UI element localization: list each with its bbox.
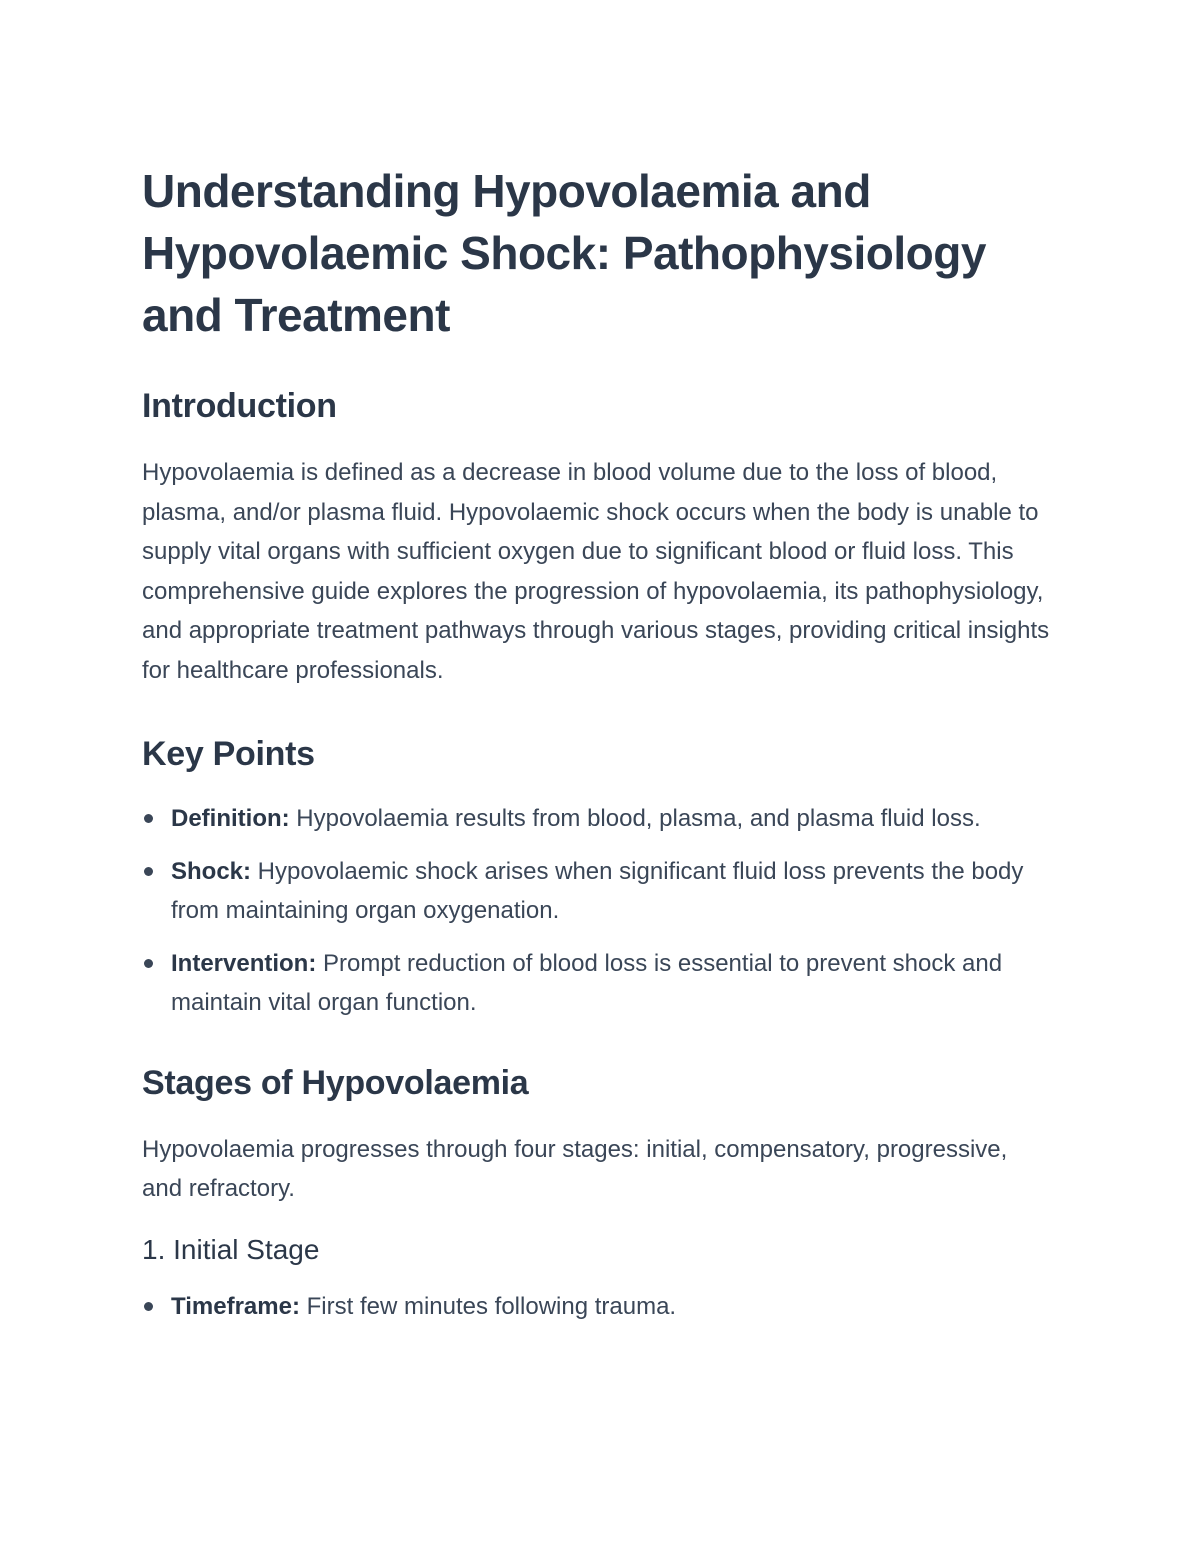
key-point-text: Hypovolaemic shock arises when significant fluid loss prevents the body from maintaining organ oxygenation. [171,857,1024,924]
key-point-term: Definition: [171,805,290,832]
bullet-icon [144,867,153,876]
key-points-list [142,799,1052,1023]
stages-heading: Stages of Hypovolaemia [142,1063,529,1102]
initial-stage-list [142,1287,1052,1327]
key-point-term: Shock: [171,857,252,885]
stages-paragraph: Hypovolaemia progresses through four stages: initial, compensatory, progressive, and refractory. [142,1135,1008,1202]
bullet-icon [144,959,153,968]
bullet-icon [144,814,153,823]
initial-stage-heading: 1. Initial Stage [142,1233,320,1265]
initial-stage-text: First few minutes following trauma. [299,1292,677,1320]
key-points-heading: Key Points [142,735,315,773]
key-point-term: Intervention: [171,949,317,977]
introduction-heading: Introduction [142,387,337,425]
key-point-text: Hypovolaemia results from blood, plasma, and plasma fluid loss. [289,805,981,832]
key-point-intervention [142,944,1052,1023]
key-point-text: Prompt reduction of blood loss is essential to prevent shock and maintain vital organ function. [171,949,1003,1016]
document-page [142,160,1052,1326]
introduction-paragraph: Hypovolaemia is defined as a decrease in blood volume due to the loss of blood, plasma, and/or plasma fluid. Hypovolaemic shock occurs when the body is unable to supply vital organs with sufficient oxygen due to significant blood or fluid loss. This comprehensive guide explores the progression of hypovolaemia, its pathophysiology, and appropriate treatment pathways through various stages, providing critical insights for healthcare professionals. [142,459,1050,684]
bullet-icon [144,1302,153,1311]
key-point-definition [142,799,1052,839]
initial-stage-timeframe [142,1287,1052,1327]
key-point-shock [142,852,1052,931]
page-title: Understanding Hypovolaemia and Hypovolaemic Shock: Pathophysiology and Treatment [142,165,986,341]
initial-stage-term: Timeframe: [171,1292,300,1320]
